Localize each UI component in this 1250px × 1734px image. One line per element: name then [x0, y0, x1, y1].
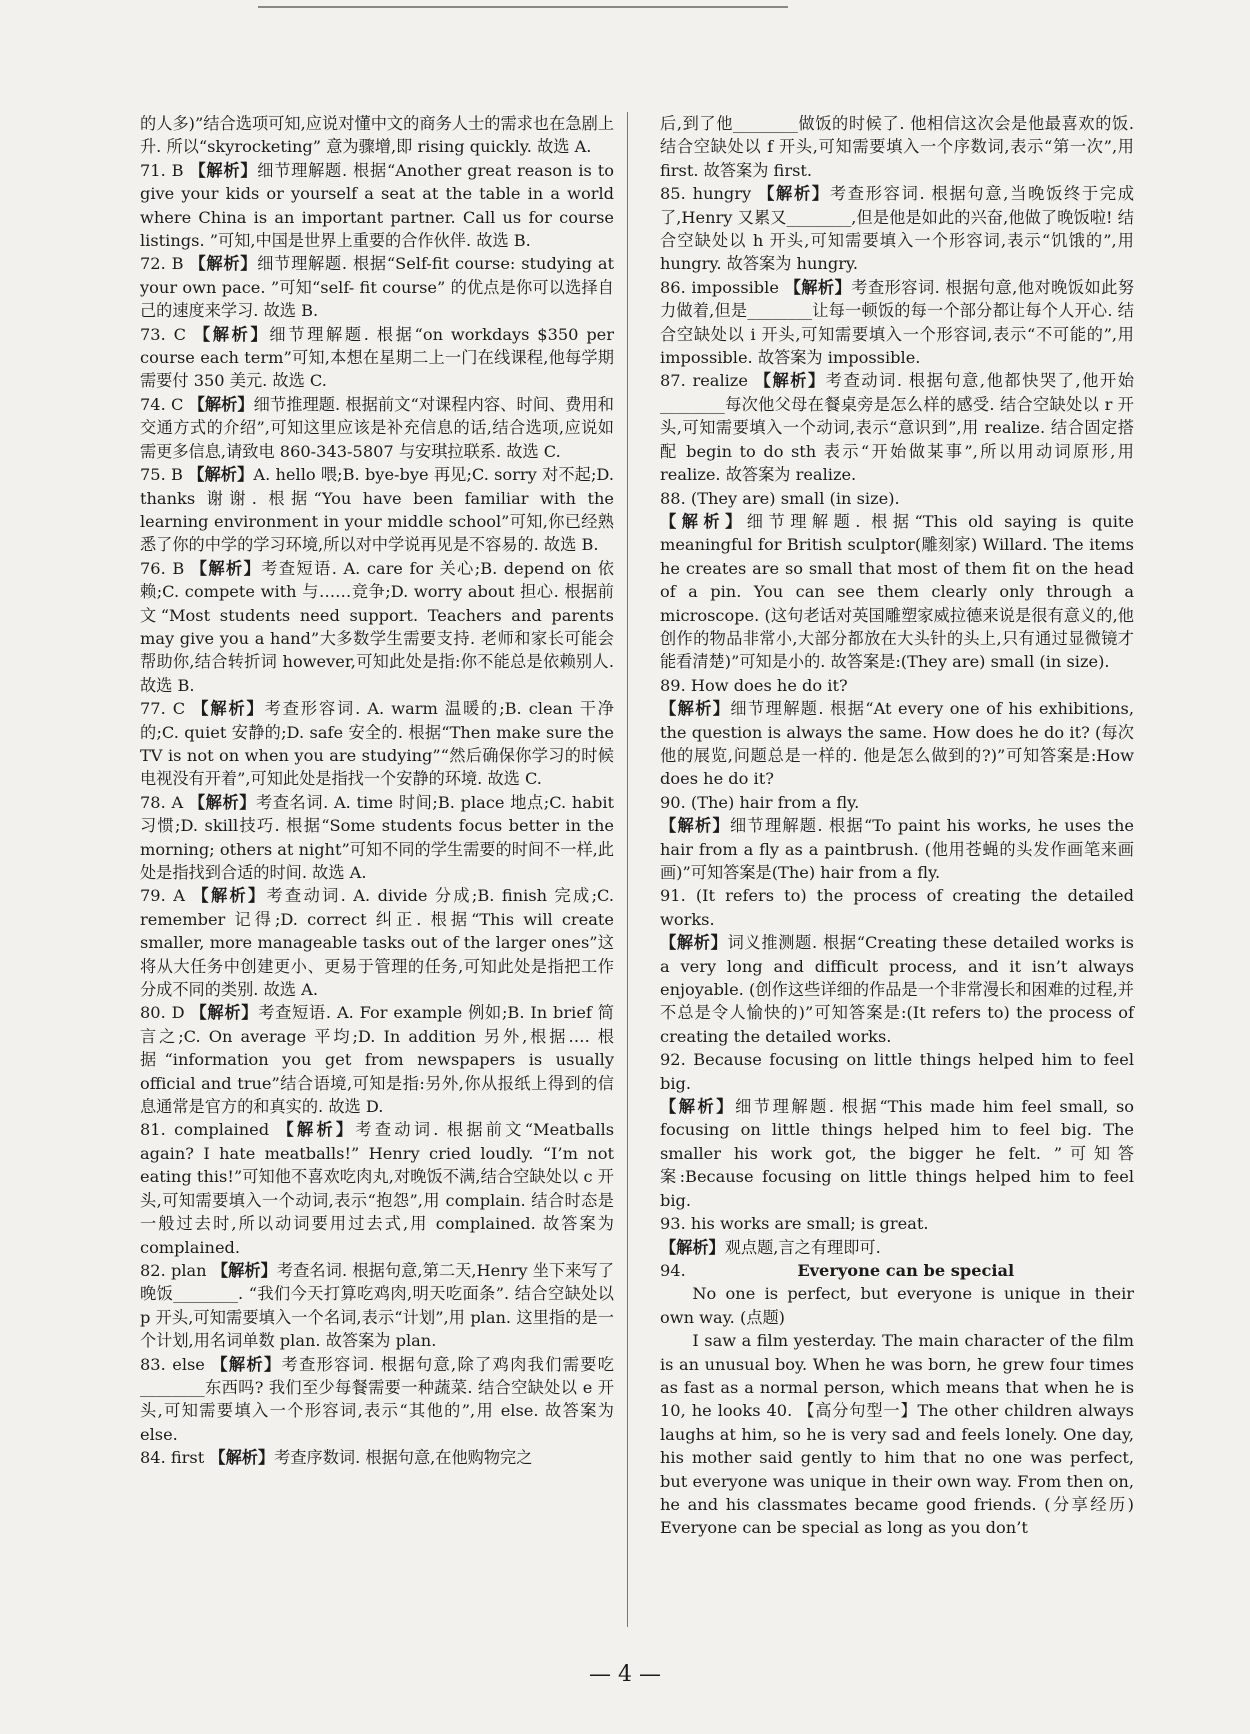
- answer-item-72: [140, 252, 614, 322]
- answer-text: 考查名词. A. time 时间;B. place 地点;C. habit习惯;D. skill技巧. 根据“Some students focus better in the morning; others at night”可知不同的学生需要的时间不一样,此处是指找到合适的时间. 故选 A.: [140, 792, 614, 882]
- answer-number: 85. hungry: [660, 184, 752, 204]
- answer-text: 细节推理题. 根据前文“对课程内容、时间、费用和交通方式的介绍”,可知这里应该是补充信息的话,结合选项,应说如需更多信息,请致电 860-343-5807 与安琪拉联系. 故选 C.: [140, 394, 614, 461]
- answer-number: 80. D: [140, 1003, 185, 1023]
- answer-explanation-91: [660, 931, 1134, 1048]
- answer-number: 81. complained: [140, 1120, 270, 1140]
- answer-number: 73. C: [140, 324, 186, 344]
- answer-text: 细节理解题. 根据“To paint his works, he uses the hair from a fly as a paintbrush. (他用苍蝇的头发作画笔来画画)”可知答案是(The) hair from a fly.: [660, 816, 1135, 882]
- answer-text: 细节理解题. 根据“on workdays $350 per course each term”可知,本想在星期二上一门在线课程,他每学期需要付 350 美元. 故选 C.: [140, 324, 615, 391]
- answer-number: 82. plan: [140, 1260, 207, 1280]
- answer-text: 考查动词. A. divide 分成;B. finish 完成;C. remember 记得;D. correct 纠正. 根据“This will create smaller, more manageable tasks out of the larger ones”这将从大任务中创建更小、更易于管理的任务,可知此处是指把工作分成不同的类别. 故选 A.: [140, 886, 614, 1000]
- right-column: [660, 112, 1134, 1540]
- analysis-tag: 【解析】: [193, 324, 270, 344]
- column-divider: [627, 112, 628, 1627]
- answer-text: 考查形容词. 根据句意,除了鸡肉我们需要吃________东西吗? 我们至少每餐需要一种蔬菜. 结合空缺处以 e 开头,可知需要填入一个形容词,表示“其他的”,用 else. 故答案为 else.: [140, 1354, 614, 1444]
- analysis-tag: 【解析】: [660, 699, 731, 719]
- answer-number: 75. B: [140, 465, 183, 485]
- answer-number: 71. B: [140, 160, 184, 180]
- answer-item-86: [660, 276, 1134, 370]
- answer-item-82: [140, 1259, 614, 1353]
- answer-item-81: [140, 1118, 614, 1258]
- answer-explanation-93: [660, 1236, 1134, 1259]
- answer-item-73: [140, 323, 614, 393]
- answer-item-75: [140, 463, 614, 557]
- answer-explanation-89: [660, 697, 1134, 791]
- answer-item-88: 88. (They are) small (in size).: [660, 488, 900, 508]
- answer-text: 考查形容词. A. warm 温暖的;B. clean 干净的;C. quiet 安静的;D. safe 安全的. 根据“Then make sure the TV is not on when you are studying”“然后确保你学习的时候电视没有开着”,可知此处是指找一个安静的环境. 故选 C.: [140, 699, 614, 789]
- answer-number: 76. B: [140, 558, 185, 578]
- answer-text: 考查形容词. 根据句意,他对晚饭如此努力做着,但是________让每一顿饭的每一个部分都让每个人开心. 结合空缺处以 i 开头,可知需要填入一个形容词,表示“不可能的”,用 impossible. 故答案为 impossible.: [660, 277, 1135, 368]
- analysis-tag: 【解析】: [784, 277, 852, 297]
- answer-explanation-88: [660, 510, 1134, 674]
- answer-item-71: [140, 159, 614, 253]
- answer-text: 考查动词. 根据句意,他都快哭了,他开始________每次他父母在餐桌旁是怎么样的感受. 结合空缺处以 r 开头,可知需要填入一个动词,表示“意识到”,用 realize. 结合固定搭配 begin to do sth 表示“开始做某事”,所以用动词原形,用 realize. 故答案为 realize.: [660, 371, 1135, 485]
- answer-text: 细节理解题. 根据“This made him feel small, so focusing on little things helped him to feel big. The smaller his work got, the bigger he felt. ”可知答案:Because focusing on little things helped him to feel big.: [660, 1097, 1135, 1210]
- answer-item-80: [140, 1001, 614, 1118]
- answer-text: 观点题,言之有理即可.: [724, 1237, 881, 1257]
- answer-text: 细节理解题. 根据“This old saying is quite meaningful for British sculptor(雕刻家) Willard. The items he creates are so small that most of them fit on the head of a pin. You can see them clearly only through a microscope. (这句老话对英国雕塑家威拉德来说是很有意义的,他创作的物品非常小,大部分都放在大头针的头上,只有通过显微镜才能看清楚)”可知是小的. 故答案是:(They are) small (in size).: [660, 511, 1134, 672]
- answer-item-79: [140, 884, 614, 1001]
- answer-explanation-92: [660, 1095, 1134, 1212]
- analysis-tag: 【解析】: [192, 699, 265, 719]
- answer-item-93: 93. his works are small; is great.: [660, 1214, 929, 1234]
- answer-item-77: [140, 697, 614, 791]
- answer-text: 词义推测题. 根据“Creating these detailed works is a very long and difficult process, and it isn’t always enjoyable. (创作这些详细的作品是一个非常漫长和困难的过程,并不总是令人愉快的)”可知答案是:(It refers to) the process of creating the detailed works.: [660, 933, 1134, 1046]
- analysis-tag: 【解析】: [188, 394, 254, 414]
- answer-number: 78. A: [140, 792, 184, 812]
- answer-number: 84. first: [140, 1448, 205, 1468]
- answer-number: 86. impossible: [660, 277, 779, 297]
- answer-item-78: [140, 791, 614, 885]
- page-number: — 4 —: [589, 1662, 661, 1687]
- analysis-tag: 【解析】: [190, 558, 262, 578]
- analysis-tag: 【解析】: [209, 1448, 275, 1468]
- analysis-tag: 【解析】: [188, 792, 256, 812]
- answer-item-87: [660, 369, 1134, 486]
- answer-number: 94.: [660, 1260, 686, 1280]
- analysis-tag: 【解析】: [660, 933, 728, 953]
- answer-number: 72. B: [140, 254, 184, 274]
- answer-text: 考查形容词. 根据句意,当晚饭终于完成了,Henry 又累又________,但是他是如此的兴奋,他做了晚饭啦! 结合空缺处以 h 开头,可知需要填入一个形容词,表示“饥饿的”,用 hungry. 故答案为 hungry.: [660, 184, 1135, 274]
- analysis-tag: 【解析】: [211, 1260, 277, 1280]
- answer-explanation-90: [660, 814, 1134, 884]
- answer-number: 74. C: [140, 394, 184, 414]
- answer-item-89: 89. How does he do it?: [660, 675, 848, 695]
- answer-item-74: [140, 393, 614, 463]
- answer-continuation: 后,到了他________做饭的时候了. 他相信这次会是他最喜欢的饭. 结合空缺处以 f 开头,可知需要填入一个序数词,表示“第一次”,用 first. 故答案为 first.: [660, 114, 1134, 180]
- analysis-tag: 【解析】: [660, 511, 747, 531]
- answer-text: 细节理解题. 根据“Self-fit course: studying at your own pace. ”可知“self- fit course” 的优点是你可以选择自己的速度来学习. 故选 B.: [140, 254, 615, 321]
- answer-number: 83. else: [140, 1354, 205, 1374]
- answer-number: 87. realize: [660, 371, 748, 391]
- analysis-tag: 【解析】: [211, 1354, 282, 1374]
- analysis-tag: 【解析】: [660, 816, 730, 836]
- answer-text: 细节理解题. 根据“At every one of his exhibitions, the question is always the same. How does he do it? (每次他的展览,问题总是一样的. 他是怎么做到的?)”可知答案是:How does he do it?: [660, 699, 1135, 789]
- answer-continuation: 的人多)”结合选项可知,应说对懂中文的商务人士的需求也在急剧上升. 所以“skyrocketing” 意为骤增,即 rising quickly. 故选 A.: [140, 114, 614, 157]
- essay-header: [660, 1259, 1134, 1282]
- analysis-tag: 【解析】: [660, 1237, 725, 1257]
- answer-text: 考查序数词. 根据句意,在他购物完之: [274, 1448, 533, 1468]
- analysis-tag: 【解析】: [189, 254, 258, 274]
- answer-text: 考查动词. 根据前文“Meatballs again? I hate meatballs!” Henry cried loudly. “I’m not eating this!”可知他不喜欢吃肉丸,对晚饭不满,结合空缺处以 c 开头,可知需要填入一个动词,表示“抱怨”,用 complain. 结合时态是一般过去时,所以动词要用过去式,用 complained. 故答案为 complained.: [140, 1120, 614, 1257]
- answer-item-85: [660, 182, 1134, 276]
- answer-text: 细节理解题. 根据“Another great reason is to give your kids or yourself a seat at the table in a world where China is an important partner. Call us for course listings. ”可知,中国是世界上重要的合作伙伴. 故选 B.: [140, 160, 614, 251]
- answer-number: 79. A: [140, 886, 185, 906]
- analysis-tag: 【解析】: [188, 465, 254, 485]
- left-column: [140, 112, 614, 1470]
- analysis-tag: 【解析】: [192, 886, 267, 906]
- top-rule: [258, 0, 788, 8]
- answer-item-84: [140, 1446, 614, 1469]
- answer-item-76: [140, 557, 614, 697]
- essay-title: Everyone can be special: [797, 1260, 1015, 1280]
- analysis-tag: 【解析】: [190, 1003, 259, 1023]
- answer-item-90: 90. (The) hair from a fly.: [660, 792, 860, 812]
- analysis-tag: 【解析】: [277, 1120, 356, 1140]
- analysis-tag: 【解析】: [189, 160, 258, 180]
- answer-item-92: 92. Because focusing on little things helped him to feel big.: [660, 1050, 1134, 1093]
- answer-text: A. hello 喂;B. bye-bye 再见;C. sorry 对不起;D. thanks 谢谢. 根据“You have been familiar with the learning environment in your middle school”可知,你已经熟悉了你的中学的学习环境,所以对中学说再见是不容易的. 故选 B.: [140, 465, 614, 555]
- analysis-tag: 【解析】: [660, 1097, 736, 1117]
- answer-number: 77. C: [140, 699, 186, 719]
- answer-text: 考查短语. A. care for 关心;B. depend on 依赖;C. compete with 与……竞争;D. worry about 担心. 根据前文“Most students need support. Teachers and parents may give you a hand”大多数学生需要支持. 老师和家长可能会帮助你,结合转折词 however,可知此处是指:你不能总是依赖别人. 故选 B.: [140, 558, 614, 695]
- essay-paragraph-2: I saw a film yesterday. The main character of the film is an unusual boy. When he was born, he grew four times as fast as a normal person, which means that when he is 10, he looks 40. 【高分句型一】The other children always laughs at him, so he is very sad and feels lonely. One day, his mother said gently to him that no one was perfect, but everyone was unique in their own way. From then on, he and his classmates became good friends. (分享经历) Everyone can be special as long as you don’t: [660, 1331, 1134, 1538]
- answer-text: 考查名词. 根据句意,第二天,Henry 坐下来写了晚饭________. “我们今天打算吃鸡肉,明天吃面条”. 结合空缺处以 p 开头,可知需要填入一个名词,表示“计划”,用 plan. 这里指的是一个计划,用名词单数 plan. 故答案为 plan.: [140, 1260, 615, 1351]
- answer-text: 考查短语. A. For example 例如;B. In brief 简言之;C. On average 平均;D. In addition 另外,根据…. 根据“information you get from newspapers is usually official and true”结合语境,可知是指:另外,你从报纸上得到的信息通常是官方的和真实的. 故选 D.: [140, 1003, 614, 1117]
- analysis-tag: 【解析】: [754, 371, 826, 391]
- answer-item-91: 91. (It refers to) the process of creating the detailed works.: [660, 886, 1134, 929]
- essay-paragraph-1: No one is perfect, but everyone is unique in their own way. (点题): [660, 1284, 1134, 1327]
- answer-item-83: [140, 1353, 614, 1447]
- analysis-tag: 【解析】: [758, 184, 830, 204]
